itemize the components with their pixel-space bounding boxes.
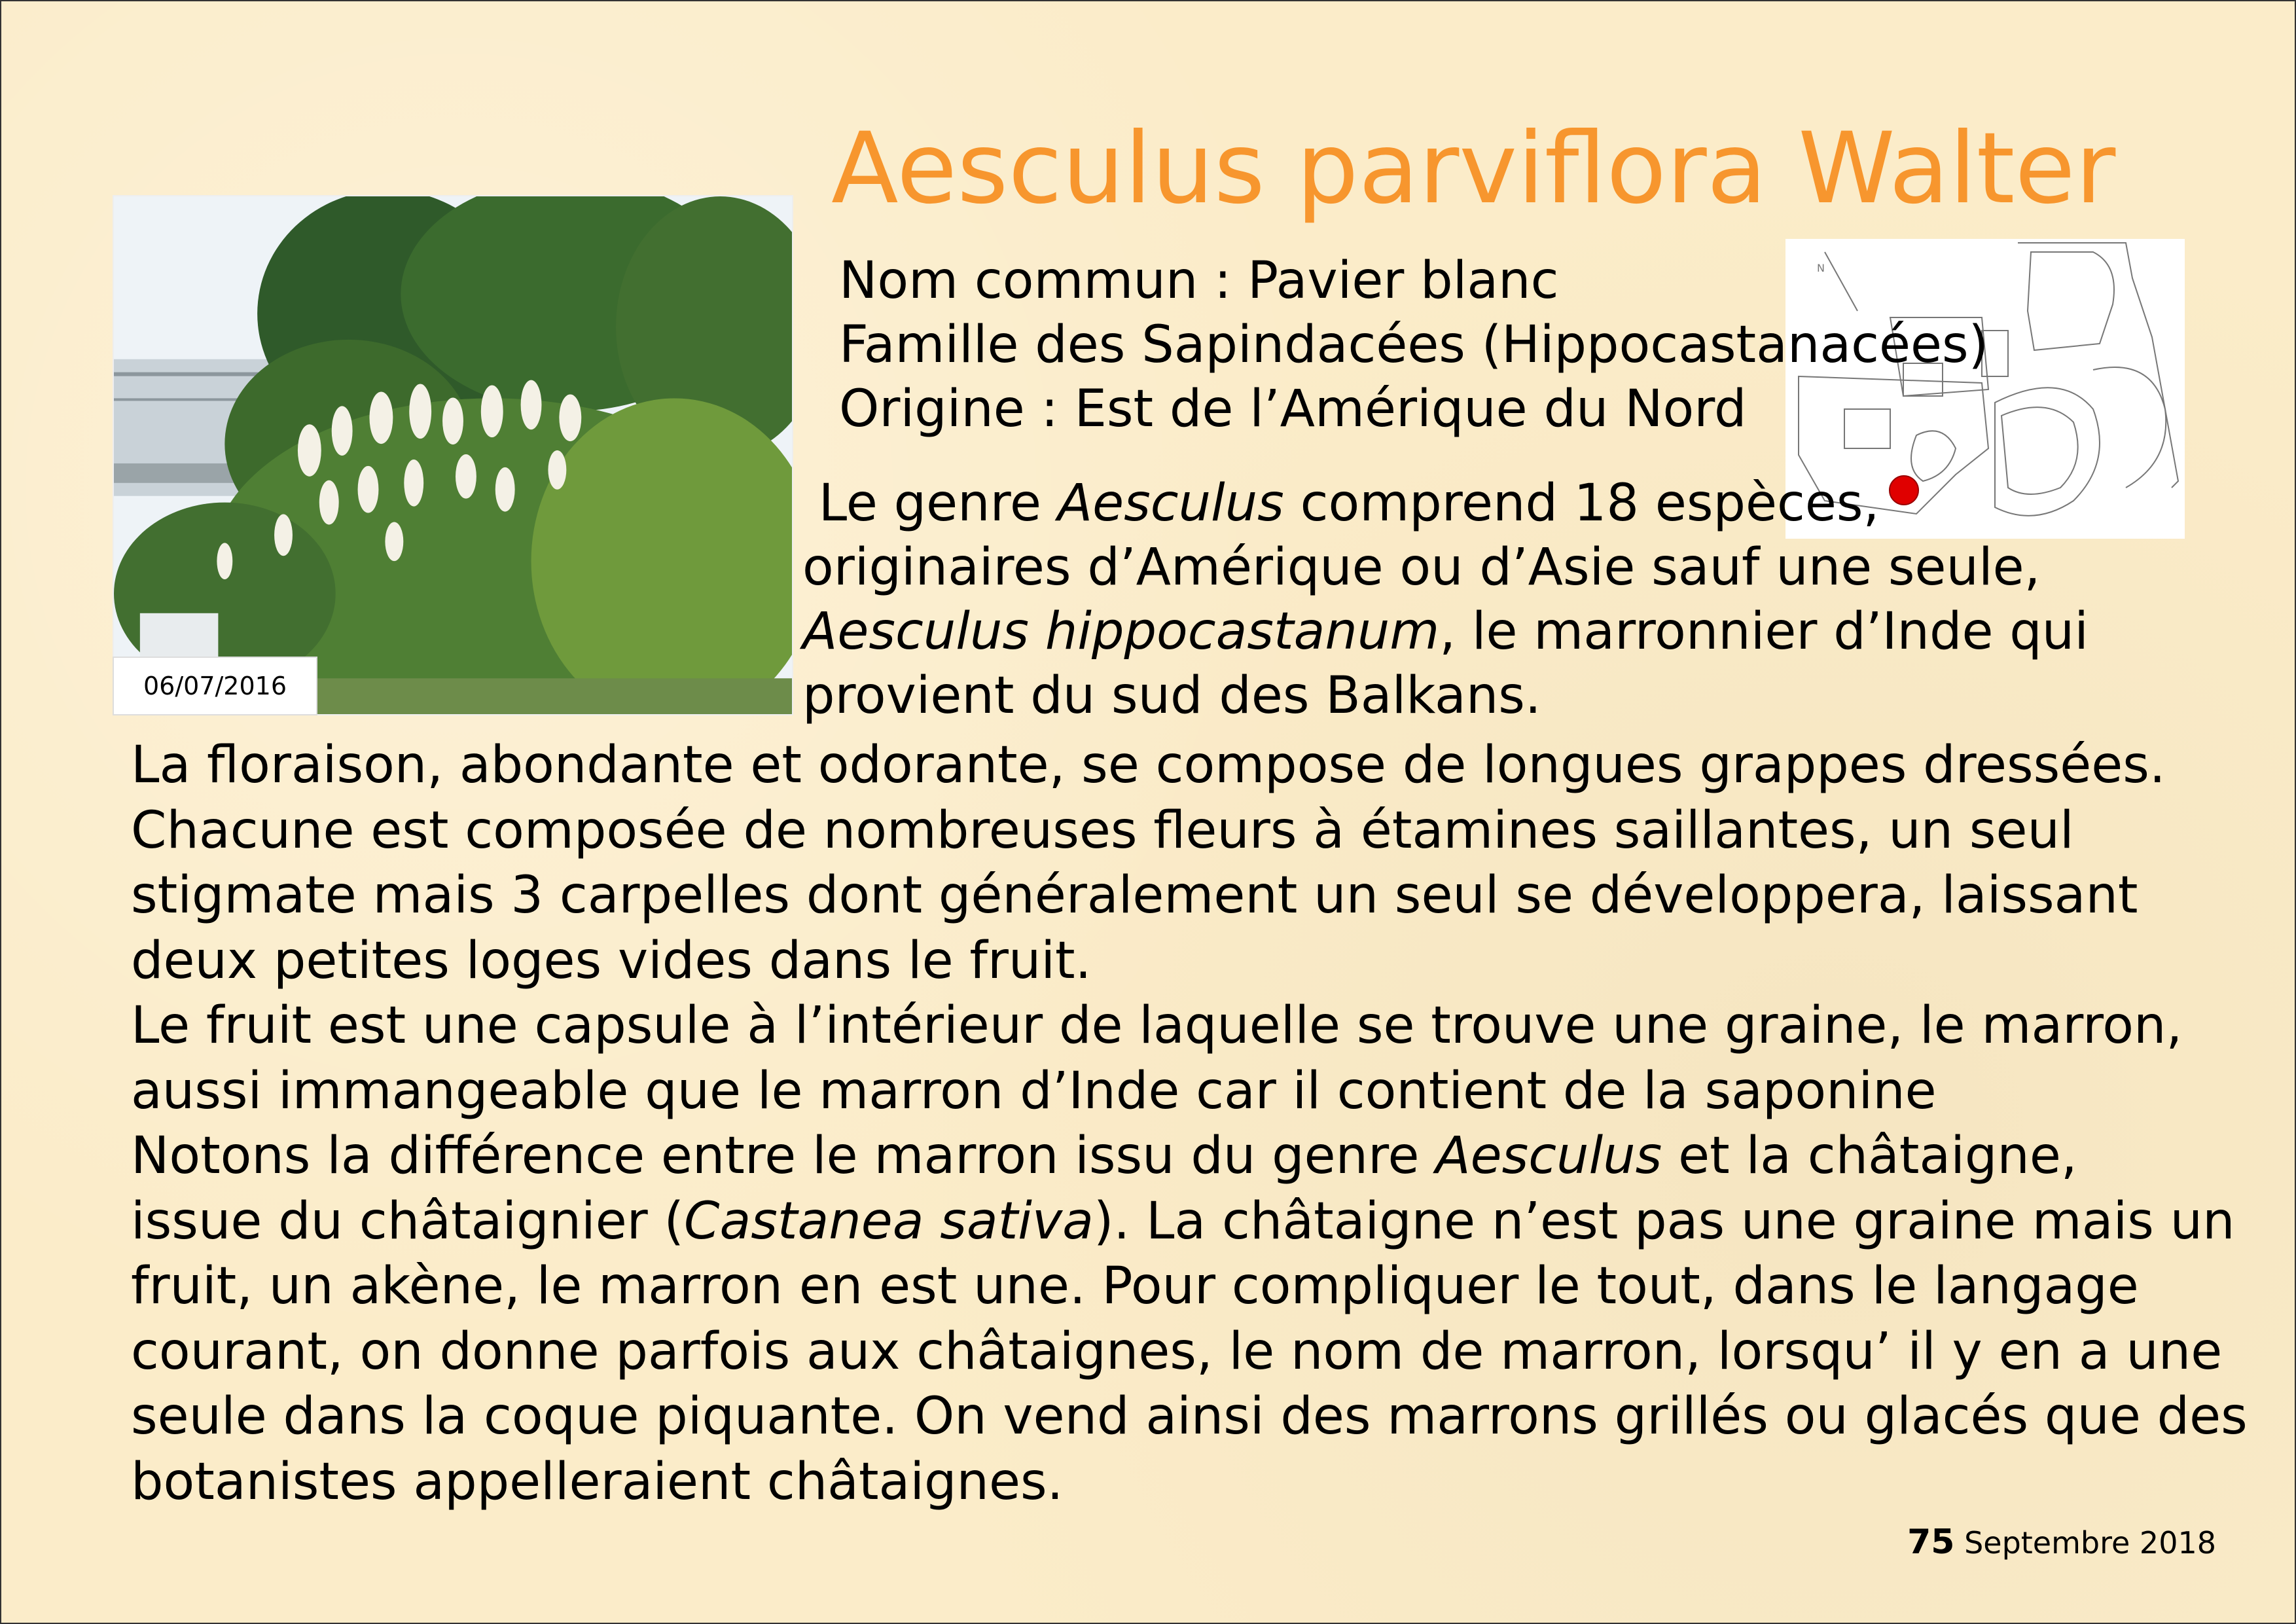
text-line — [131, 1124, 2212, 1189]
species-name: Castanea sativa — [683, 1191, 1094, 1251]
photo-date-label: 06/07/2016 — [113, 657, 317, 715]
genus-name: Aesculus — [1435, 1127, 1662, 1185]
text-run: Notons la différence entre le marron issu du genre — [131, 1127, 1436, 1185]
text-line: La floraison, abondante et odorante, se compose de longues grappes dressées. — [131, 736, 2166, 795]
plant-photo — [113, 195, 793, 715]
text-run: issue du châtaignier ( — [131, 1191, 684, 1251]
text-line: deux petites loges vides dans le fruit. — [131, 931, 1092, 990]
intro-line — [802, 600, 2111, 664]
text-line: aussi immangeable que le marron d’Inde car il contient de la saponine — [131, 1061, 1937, 1121]
page-number: 75 — [1907, 1523, 1955, 1562]
common-name: Nom commun : Pavier blanc — [839, 251, 1559, 310]
intro-line: originaires d’Amérique ou d’Asie sauf une seule, — [802, 538, 2041, 597]
text-run: et la châtaigne, — [1662, 1127, 2077, 1185]
text-line — [131, 1189, 2235, 1255]
text-line: seule dans la coque piquante. On vend ainsi des marrons grillés ou glacés que des — [131, 1387, 2248, 1446]
text-line: stigmate mais 3 carpelles dont généralement un seul se développera, laissant — [131, 866, 2138, 925]
intro-line — [802, 471, 2111, 535]
text-run: , le marronnier d’Inde qui — [1439, 602, 2089, 661]
svg-text:N: N — [1817, 262, 1825, 274]
plant-facts — [839, 249, 2017, 441]
page-footer — [1850, 1523, 2216, 1562]
body-text — [131, 733, 2248, 1515]
text-run: Le genre — [818, 474, 1058, 533]
footer-date: Septembre 2018 — [1964, 1525, 2216, 1561]
text-line: courant, on donne parfois aux châtaignes, le nom de marron, lorsqu’ il y en a une — [131, 1322, 2223, 1381]
family: Famille des Sapindacées (Hippocastanacées) — [839, 316, 1989, 374]
text-line: fruit, un akène, le marron en est une. Pour compliquer le tout, dans le langage — [131, 1257, 2139, 1316]
text-line: Le fruit est une capsule à l’intérieur de laquelle se trouve une graine, le marron, — [131, 996, 2183, 1055]
intro-line: provient du sud des Balkans. — [802, 666, 1541, 725]
text-run: comprend 18 espèces, — [1283, 474, 1880, 533]
page-title: Aesculus parviflora Walter — [831, 112, 2116, 226]
intro-paragraph — [802, 471, 2111, 728]
genus-name: Aesculus — [1057, 474, 1284, 533]
species-name: Aesculus hippocastanum — [802, 602, 1440, 661]
text-line: botanistes appelleraient châtaignes. — [131, 1452, 1064, 1511]
text-line: Chacune est composée de nombreuses fleurs à étamines saillantes, un seul — [131, 801, 2074, 860]
text-run: ). La châtaigne n’est pas une graine mais un — [1093, 1191, 2235, 1251]
origin: Origine : Est de l’Amérique du Nord — [839, 380, 1747, 439]
